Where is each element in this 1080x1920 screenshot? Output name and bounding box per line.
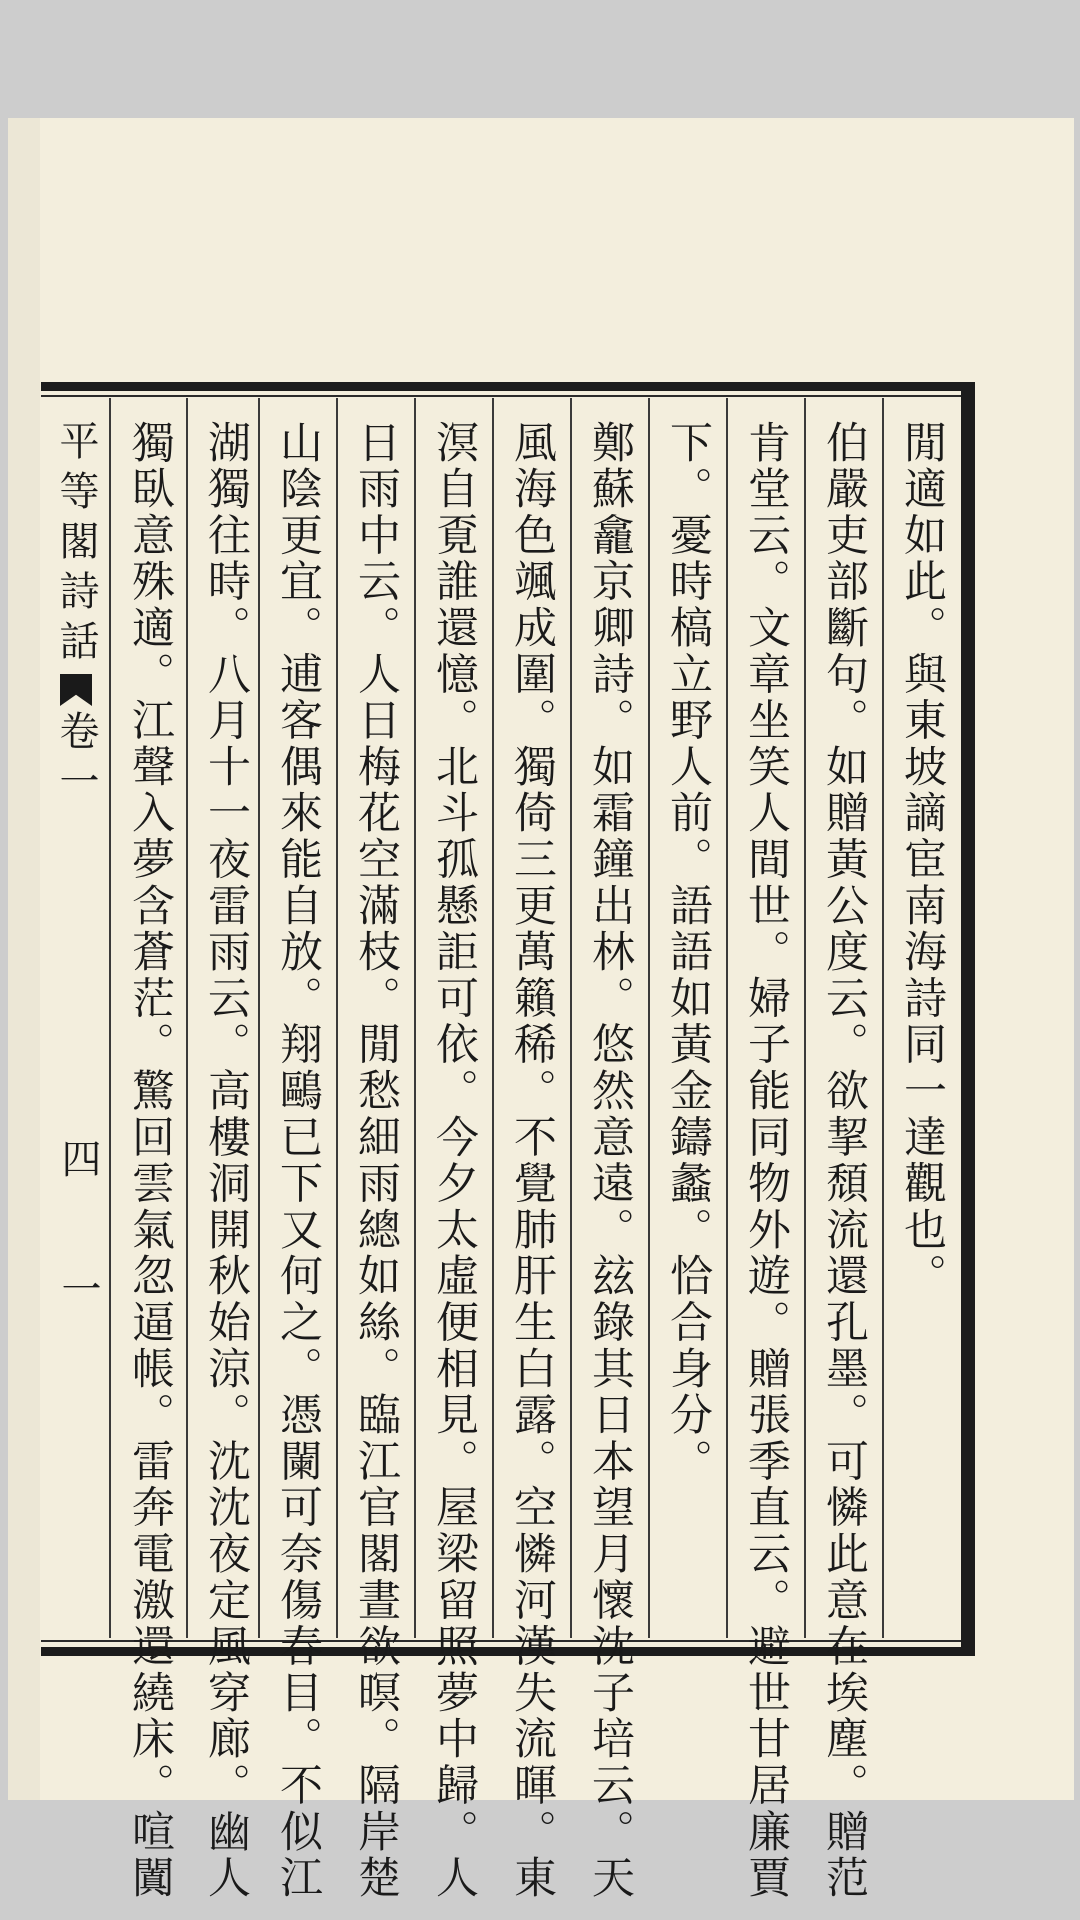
text-block bbox=[41, 398, 961, 1902]
text-column bbox=[805, 398, 883, 1902]
column-text: 日雨中云。人日梅花空滿枝。閒愁細雨總如絲。臨江官閣晝欲暝。隔岸楚 bbox=[351, 420, 401, 1902]
book-title-margin bbox=[51, 420, 101, 810]
text-column bbox=[187, 398, 265, 1902]
text-column bbox=[727, 398, 805, 1902]
text-column bbox=[111, 398, 189, 1902]
column-text: 湖獨往時。八月十一夜雷雨云。高樓洞開秋始涼。沈沈夜定風穿廊。幽人 bbox=[201, 420, 251, 1902]
column-text: 獨臥意殊適。江聲入夢含蒼茫。驚回雲氣忽逼帳。雷奔電激還繞床。喧闐 bbox=[125, 420, 175, 1902]
column-text: 伯嚴吏部斷句。如贈黃公度云。欲挈頹流還孔墨。可憐此意在埃塵。贈范 bbox=[819, 420, 869, 1902]
text-column bbox=[337, 398, 415, 1902]
column-text: 溟自覔誰還憶。北斗孤懸詎可依。今夕太虛便相見。屋梁留照夢中歸。人 bbox=[429, 420, 479, 1902]
book-title: 平等閣詩話 bbox=[53, 420, 99, 670]
text-column bbox=[649, 398, 727, 1638]
page-label: 四 bbox=[55, 1138, 101, 1178]
column-text: 鄭蘇龕京卿詩。如霜鐘出林。悠然意遠。玆錄其日本望月懷沈子培云。天 bbox=[585, 420, 635, 1902]
text-column bbox=[493, 398, 571, 1902]
fish-tail-mark-icon bbox=[60, 674, 92, 706]
column-text: 山陰更宜。逋客偶來能自放。翔鷗已下又何之。憑闌可奈傷春目。不似江 bbox=[273, 420, 323, 1902]
volume-label: 卷一 bbox=[53, 710, 99, 810]
frame-inner-top-rule bbox=[41, 395, 961, 397]
text-column bbox=[415, 398, 493, 1902]
text-column bbox=[571, 398, 649, 1902]
page-left-edge bbox=[8, 118, 44, 1800]
page-number: 一 bbox=[55, 1268, 101, 1308]
column-text: 下。憂時槁立野人前。語語如黃金鑄蠡。恰合身分。 bbox=[663, 420, 713, 1485]
column-text: 閒適如此。與東坡謫宦南海詩同一達觀也。 bbox=[897, 420, 947, 1300]
text-column bbox=[883, 398, 961, 1638]
column-text: 肯堂云。文章坐笑人間世。婦子能同物外遊。贈張季直云。避世甘居廉賈 bbox=[741, 420, 791, 1902]
margin-column bbox=[41, 398, 109, 1638]
text-column bbox=[259, 398, 337, 1902]
column-text: 風海色颯成圍。獨倚三更萬籟稀。不覺肺肝生白露。空憐河漢失流暉。東 bbox=[507, 420, 557, 1902]
